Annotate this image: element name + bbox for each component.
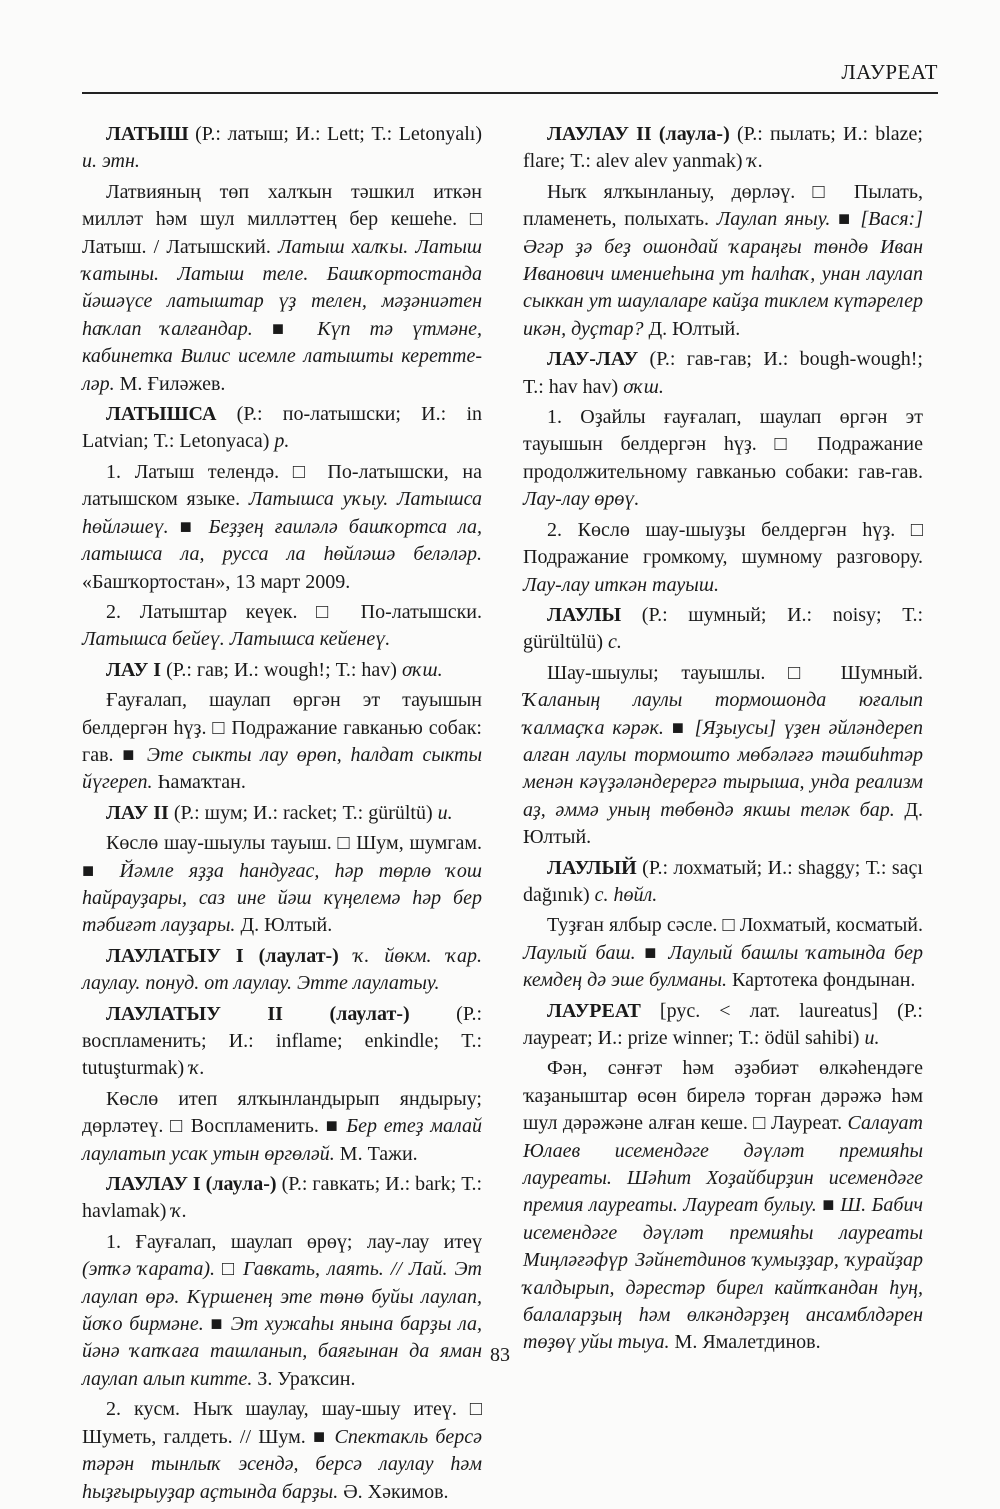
dictionary-entry bbox=[82, 1171, 482, 1226]
entry-etymology: (Р.: пылать; И.: blaze; flare; Т.: alev alev yanmak) bbox=[523, 123, 923, 173]
dictionary-entry bbox=[82, 943, 482, 998]
definition-text: 1. Латыш телендә. □ По-латышски, на латышском языке. bbox=[82, 460, 482, 511]
entry-definition bbox=[82, 1229, 482, 1393]
entry-headword: ЛАУЛАУ II (лаула-) bbox=[547, 123, 730, 145]
entry-definition bbox=[82, 459, 482, 596]
definition-text: Туҙған ялбыр сәсле. □ Лохматый, косматый. bbox=[547, 914, 923, 937]
entry-grammar: с. һөйл. bbox=[594, 883, 658, 906]
definition-text: 1. Ғауғалап, шаулап өрөү; лау-лау итеү bbox=[106, 1230, 482, 1253]
usage-examples: ■ Йәмле яҙҙа һандуғас, һәр төрлө ҡош һайрауҙары, саз ине йәш күңелемә һәр бер тәбиғәт лауҙары. bbox=[82, 859, 482, 937]
example-source: М. Тажи. bbox=[334, 1142, 418, 1165]
dictionary-entry bbox=[82, 657, 482, 684]
entry-definition bbox=[523, 179, 923, 343]
entry-grammar: с. bbox=[608, 631, 622, 654]
entry-definition bbox=[82, 179, 482, 398]
right-column bbox=[523, 118, 923, 1360]
definition-text: Ғауғалап, шаулап өргән эт тауышын белдергән һүҙ. □ Подражание гавканью собак: гав. bbox=[82, 689, 482, 766]
entry-headword: ЛАУЛАТЫУ II (лаулат-) bbox=[106, 1002, 410, 1025]
entry-headword: ЛАУ-ЛАУ bbox=[547, 348, 639, 371]
definition-text: Көслө итеп ялҡынландырып яндырыу; дөрләтеү. □ Воспламенить. bbox=[82, 1087, 482, 1138]
example-source: Картотека фондынан. bbox=[727, 969, 916, 992]
entry-grammar: ҡ. йөкм. ҡар. лаулау. понуд. от лаулау. Этте лаулатыу. bbox=[82, 944, 483, 995]
dictionary-entry bbox=[523, 998, 923, 1053]
entry-etymology: (Р.: шумный; И.: noisy; Т.: gürültülü) bbox=[523, 603, 923, 654]
entry-headword: ЛАТЫШ bbox=[106, 123, 189, 145]
entry-definition bbox=[82, 830, 482, 940]
entry-etymology: (Р.: латыш; И.: Lett; Т.: Letonyalı) bbox=[188, 123, 482, 145]
entry-headword: ЛАУЛАУ I (лаула-) bbox=[106, 1173, 277, 1196]
left-column bbox=[82, 118, 482, 1509]
entry-grammar: ҡ. bbox=[171, 1200, 187, 1223]
definition-text: 2. Көслө шау-шыуҙы белдергән һүҙ. □ Подражание громкому, шумному разговору. bbox=[523, 518, 923, 569]
entry-grammar: ҡ. bbox=[747, 150, 764, 173]
definition-text: Латвияның төп халҡын тәшкил иткән милләт һәм шул милләттең бер кешеһе. □ Латыш. / Латышский. bbox=[82, 180, 482, 258]
entry-definition bbox=[523, 912, 923, 994]
example-source: Д. Юлтый. bbox=[235, 914, 333, 937]
definition-text: Ныҡ ялҡынланыу, дөрләү. □ Пылать, пламенеть, полыхать. bbox=[523, 180, 923, 231]
entry-grammar: оҡш. bbox=[623, 375, 664, 398]
dictionary-entry bbox=[82, 401, 482, 456]
dictionary-entry bbox=[523, 602, 923, 657]
guide-word: ЛАУРЕАТ bbox=[841, 60, 938, 84]
entry-definition bbox=[82, 1396, 482, 1506]
usage-examples: (этҡә ҡарата). □ Гавкать, лаять. // Лай. Эт лаулап өрә. Күршенең эте төнө буйы лаулап, йоҡо бирмәне. ■ Эт хужаһы янына барҙы ла, йәнә ҡапҡаға ташланып, баяғынан да яман лаулап алып китте. bbox=[82, 1258, 482, 1390]
example-source: З. Ураҡсин. bbox=[252, 1367, 356, 1390]
entry-grammar: ҡ. bbox=[189, 1057, 205, 1080]
usage-examples: Салауат Юлаев исемендәге дәүләт премияһы лауреаты. Шәһит Хоҙайбирҙин исемендәге премия лауреаты. Лауреат булыу. ■ Ш. Бабич исемендәге дәүләт премияһы лауреаты Миңләғәфүр Зәйнетдинов ҡумыҙҙар, ҡурайҙар ҡалдырып, дәрестәр бирел кайтҡандан һуң, балаларҙың һәм өлкәндәрҙең ансамблдәрен төҙөү уйы тыуа. bbox=[523, 1112, 923, 1354]
usage-examples: Латыш халҡы. Латыш ҡатыны. Латыш теле. Башҡортостанда йәшәүсе латыштар үҙ телен, мәҙәниәтен һаҡлап ҡалғандар. ■ Күп тә үтмәне, кабинетка Вилис исемле латышты кереттеләр. bbox=[82, 235, 483, 395]
entry-headword: ЛАУЛАТЫУ I (лаулат-) bbox=[106, 944, 339, 967]
page-header bbox=[82, 58, 938, 94]
entry-etymology: (Р.: воспламенить; И.: inflame; enkindle; Т.: tutuşturmak) bbox=[82, 1002, 482, 1080]
entry-etymology: (Р.: гав-гав; И.: bough-wough!; Т.: hav hav) bbox=[523, 348, 923, 398]
entry-headword: ЛАУЛЫ bbox=[547, 603, 622, 626]
usage-examples: Лау-лау өрөү. bbox=[523, 488, 640, 511]
entry-grammar: и. этн. bbox=[82, 150, 140, 173]
entry-etymology: (Р.: гавкать; И.: bark; Т.: havlamak) bbox=[82, 1173, 483, 1223]
dictionary-entry bbox=[523, 855, 923, 910]
entry-definition bbox=[82, 1086, 482, 1168]
dictionary-entry bbox=[523, 121, 923, 176]
example-source: Д. Юлтый. bbox=[643, 317, 741, 340]
entry-etymology: (Р.: по-латышски; И.: in Latvian; Т.: Letonyaca) bbox=[82, 403, 482, 453]
entry-etymology: (Р.: гав; И.: wough!; Т.: hav) bbox=[161, 658, 402, 681]
example-source: Һамаҡтан. bbox=[152, 771, 246, 794]
dictionary-entry bbox=[82, 1001, 482, 1083]
definition-text: Көслө шау-шыулы тауыш. □ Шум, шумгам. bbox=[106, 832, 482, 855]
entry-definition bbox=[523, 517, 923, 599]
entry-headword: ЛАУ II bbox=[106, 801, 169, 824]
usage-examples: Лаулый баш. ■ Лаулый башлы ҡатында бер кемдең дә эше булманы. bbox=[523, 941, 923, 992]
entry-headword: ЛАУРЕАТ bbox=[547, 999, 641, 1022]
dictionary-entry bbox=[523, 346, 923, 401]
example-source: Д. Юлтый. bbox=[523, 798, 923, 849]
usage-examples: ■ Спектакль берсә тәрән тынлыҡ эсендә, берсә лаулау һәм һыҙғырыуҙар аҫтында барҙы. bbox=[82, 1425, 483, 1503]
entry-grammar: и. bbox=[864, 1027, 880, 1049]
usage-examples: Латышса уҡыу. Латышса һөйләшеү. ■ Беҙҙең ғаиләлә башҡортса ла, латышса ла, русса ла һөйләшә беләләр. bbox=[82, 488, 482, 566]
example-source: «Башҡортостан», 13 март 2009. bbox=[82, 570, 351, 593]
definition-text: 2. кусм. Ныҡ шаулау, шау-шыу итеү. □ Шуметь, галдеть. // Шум. bbox=[82, 1398, 482, 1448]
entry-definition bbox=[523, 660, 923, 852]
entry-grammar: р. bbox=[274, 430, 290, 453]
definition-text: Фән, сәнғәт һәм әҙәбиәт өлкәһендәге ҡаҙаныштар өсөн бирелә торған дәрәжә һәм шул дәрәжәне алған кеше. □ Лауреат. bbox=[523, 1057, 923, 1135]
dictionary-entry bbox=[82, 121, 482, 176]
usage-examples: ■ Бер етеҙ малай лаулатып усак утын өргөләй. bbox=[82, 1115, 483, 1165]
dictionary-entry bbox=[82, 800, 482, 827]
usage-examples: Лаулап яныу. ■ [Вася:] Әгәр ҙә беҙ ошондай ҡараңғы төндө Иван Иванович имениеһына ут һалһаҡ, унан лаулап сыккан ут шаулаларе кайҙа тиклем күтәрелер икән, дуҫтар? bbox=[523, 208, 923, 340]
example-source: М. Ғиләжев. bbox=[114, 372, 226, 395]
entry-headword: ЛАТЫШСА bbox=[106, 403, 217, 426]
entry-etymology: (Р.: лохматый; И.: shaggy; Т.: saçı dağınık) bbox=[523, 856, 923, 906]
entry-definition bbox=[82, 687, 482, 797]
entry-headword: ЛАУЛЫЙ bbox=[547, 856, 637, 879]
entry-definition bbox=[82, 599, 482, 654]
entry-headword: ЛАУ I bbox=[106, 658, 162, 681]
usage-examples: Ҡаланың лаулы тормошонда юғалып ҡалмаҫҡа кәрәк. ■ [Яҙыусы] үҙен әйләндереп алған лаулы тормошто мөбәләғә тәшбиһтәр менән кәүҙәләндерергә тырыша, унда реализм аҙ, әммә уның төбөндә якшы теләк бар. bbox=[523, 689, 923, 821]
usage-examples: ■ Эте сыкты лау өрөп, һалдат сыкты йүгереп. bbox=[82, 743, 483, 794]
entry-etymology: [рус. < лат. laureatus] (Р.: лауреат; И.: prize winner; Т.: ödül sahibi) bbox=[523, 999, 923, 1049]
definition-text: 1. Оҙайлы ғауғалап, шаулап өргән эт тауышын белдергән һүҙ. □ Подражание продолжительному гавканью собаки: гав-гав. bbox=[523, 406, 923, 483]
example-source: Ә. Хәкимов. bbox=[338, 1480, 449, 1503]
entry-grammar: и. bbox=[437, 801, 453, 824]
entry-grammar: оҡш. bbox=[401, 658, 443, 681]
example-source: М. Ямалетдинов. bbox=[669, 1331, 821, 1354]
page-number: 83 bbox=[490, 1344, 510, 1366]
entry-etymology: (Р.: шум; И.: racket; Т.: gürültü) bbox=[168, 801, 438, 824]
definition-text: 2. Латыштар кеүек. □ По-латышски. bbox=[106, 600, 482, 623]
definition-text: Шау-шыулы; тауышлы. □ Шумный. bbox=[547, 661, 923, 684]
entry-definition bbox=[523, 1055, 923, 1356]
entry-etymology bbox=[339, 945, 354, 967]
entry-definition bbox=[523, 404, 923, 514]
usage-examples: Латышса бейеү. Латышса кейенеү. bbox=[82, 628, 391, 651]
usage-examples: Лау-лау иткән тауыш. bbox=[523, 573, 719, 596]
